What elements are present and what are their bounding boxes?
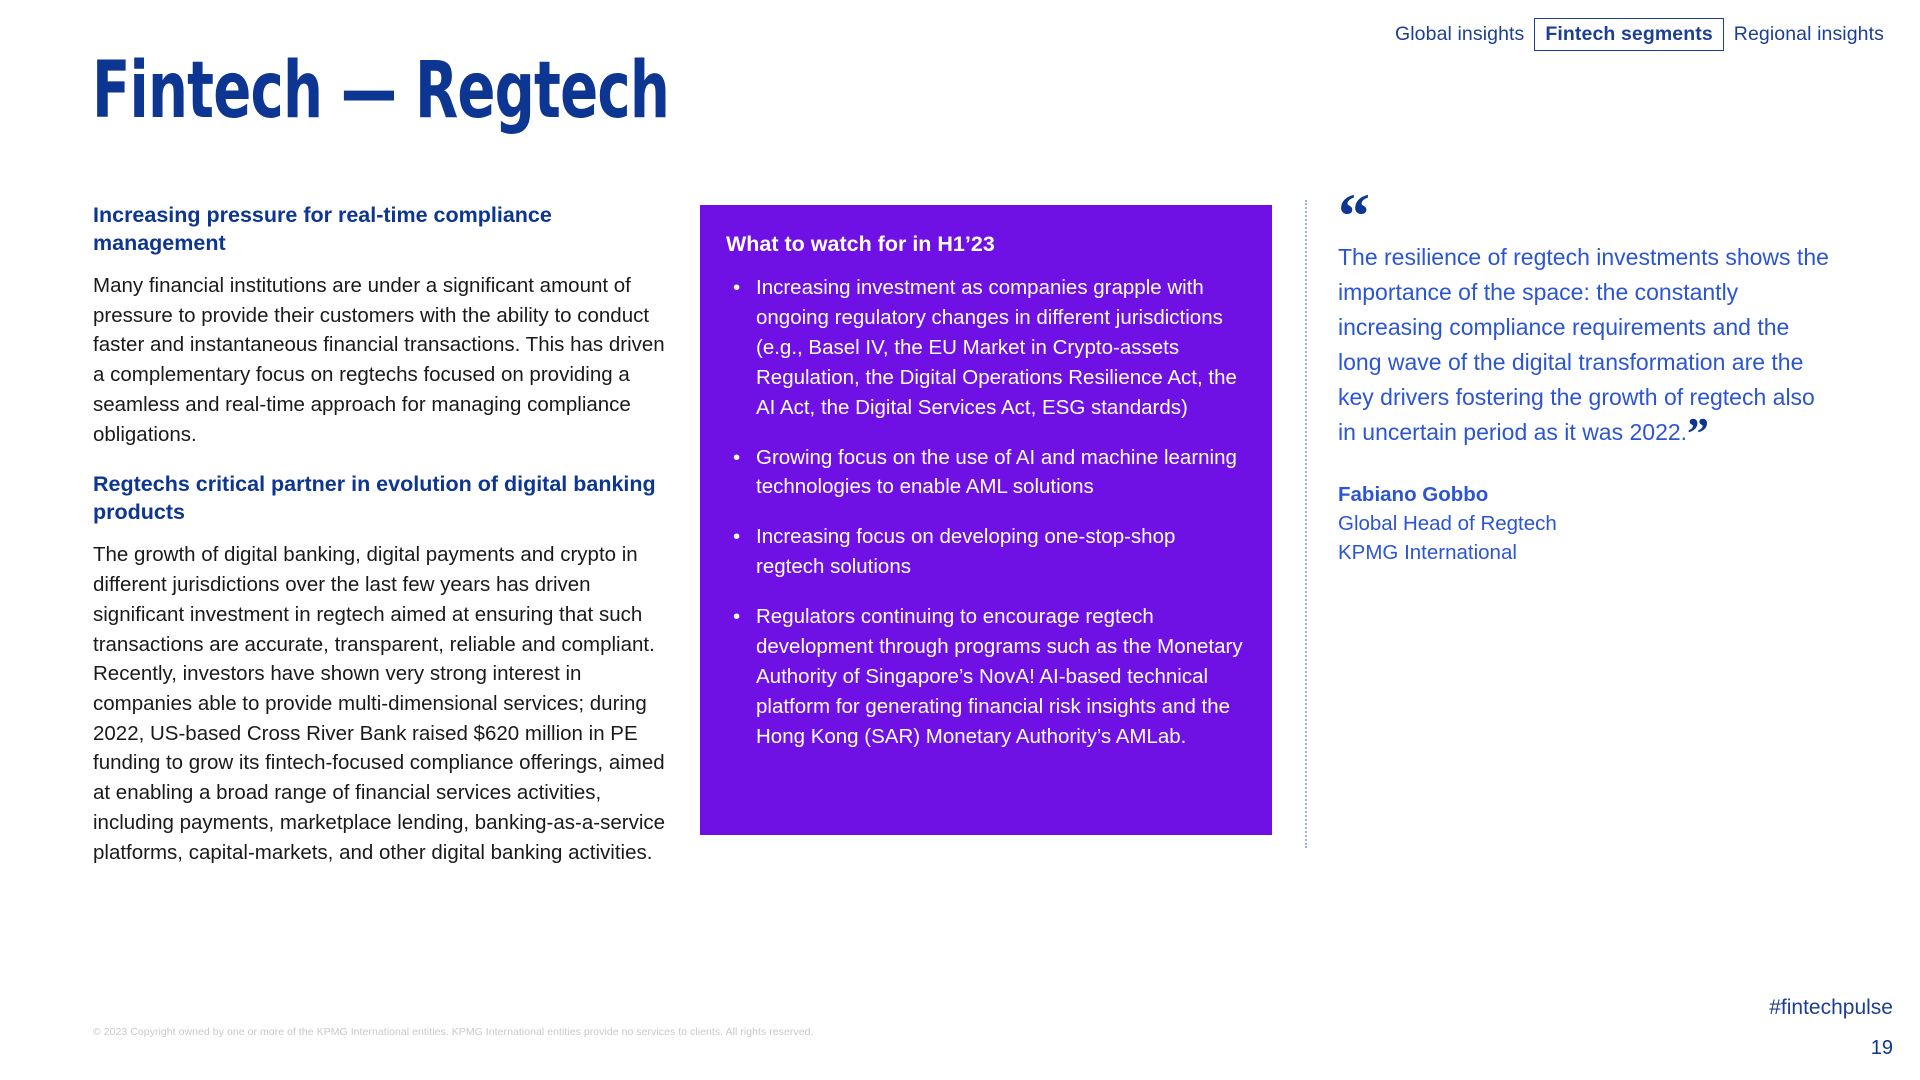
- page-number: 19: [1870, 1037, 1893, 1059]
- quote-close-icon: ”: [1687, 408, 1708, 458]
- nav-item-global-insights[interactable]: Global insights: [1394, 23, 1525, 45]
- list-item-text: Regulators continuing to encourage regtech development through programs such as the Monetary Authority of Singapore’s NovA! AI-based technical platform for generating financial risk insights and the Hong Kong (SAR) Monetary Authority’s AMLab.: [756, 605, 1243, 748]
- list-item: [726, 273, 1244, 423]
- list-item-text: Growing focus on the use of AI and machine learning technologies to enable AML solutions: [756, 445, 1237, 499]
- top-navigation: [1385, 18, 1894, 51]
- bullet-icon: •: [733, 275, 741, 299]
- bullet-icon: •: [733, 525, 741, 549]
- section-heading-regtechs-partner: Regtechs critical partner in evolution of digital banking products: [93, 472, 656, 524]
- list-item: [726, 522, 1244, 582]
- footer-hashtag: #fintechpulse: [1769, 996, 1893, 1019]
- footer-copyright: © 2023 Copyright owned by one or more of the KPMG International entities. KPMG International entities provide no services to clients. All rights reserved.: [93, 1026, 814, 1038]
- list-item: [726, 602, 1244, 752]
- list-item: [726, 443, 1244, 503]
- list-item-text: Increasing focus on developing one-stop-shop regtech solutions: [756, 525, 1176, 579]
- left-content-column: [93, 202, 671, 871]
- what-to-watch-list: [726, 273, 1244, 752]
- author-organization: KPMG International: [1338, 540, 1517, 564]
- nav-item-fintech-segments[interactable]: Fintech segments: [1534, 18, 1723, 51]
- page-title: Fintech — Regtech: [92, 46, 670, 136]
- quote-open-icon: “: [1338, 180, 1368, 251]
- what-to-watch-box: [700, 205, 1272, 835]
- vertical-dashed-divider: [1305, 200, 1307, 848]
- quote-attribution: [1338, 480, 1838, 567]
- quote-column: [1338, 180, 1838, 567]
- quote-text: [1338, 240, 1838, 458]
- author-name: Fabiano Gobbo: [1338, 482, 1489, 506]
- section-heading-compliance-pressure: Increasing pressure for real-time compliance management: [93, 203, 552, 255]
- list-item-text: Increasing investment as companies grapple with ongoing regulatory changes in different jurisdictions (e.g., Basel IV, the EU Market in Crypto-assets Regulation, the Digital Operations Resilience Act, the AI Act, the Digital Services Act, ESG standards): [756, 275, 1237, 419]
- bullet-icon: •: [733, 605, 741, 629]
- bullet-icon: •: [733, 445, 741, 469]
- paragraph-regtechs-partner: The growth of digital banking, digital payments and crypto in different jurisdictions over the last few years has driven significant investment in regtech aimed at ensuring that such transactions are accurate, transparent, reliable and compliant. Recently, investors have shown very strong interest in companies able to provide multi-dimensional services; during 2022, US-based Cross River Bank raised $620 million in PE funding to grow its fintech-focused compliance offerings, aimed at enabling a broad range of financial services activities, including payments, marketplace lending, banking-as-a-service platforms, capital-markets, and other digital banking activities.: [93, 543, 666, 864]
- author-role: Global Head of Regtech: [1338, 511, 1557, 535]
- paragraph-compliance-pressure: Many financial institutions are under a significant amount of pressure to provide their customers with the ability to conduct faster and instantaneous financial transactions. This has driven a complementary focus on regtechs focused on providing a seamless and real-time approach for managing compliance obligations.: [93, 274, 665, 446]
- nav-item-regional-insights[interactable]: Regional insights: [1733, 23, 1884, 45]
- quote-body: The resilience of regtech investments shows the importance of the space: the constantly increasing compliance requirements and the long wave of the digital transformation are the key drivers fostering the growth of regtech also in uncertain period as it was 2022.: [1338, 244, 1829, 445]
- what-to-watch-heading: What to watch for in H1’23: [726, 232, 995, 256]
